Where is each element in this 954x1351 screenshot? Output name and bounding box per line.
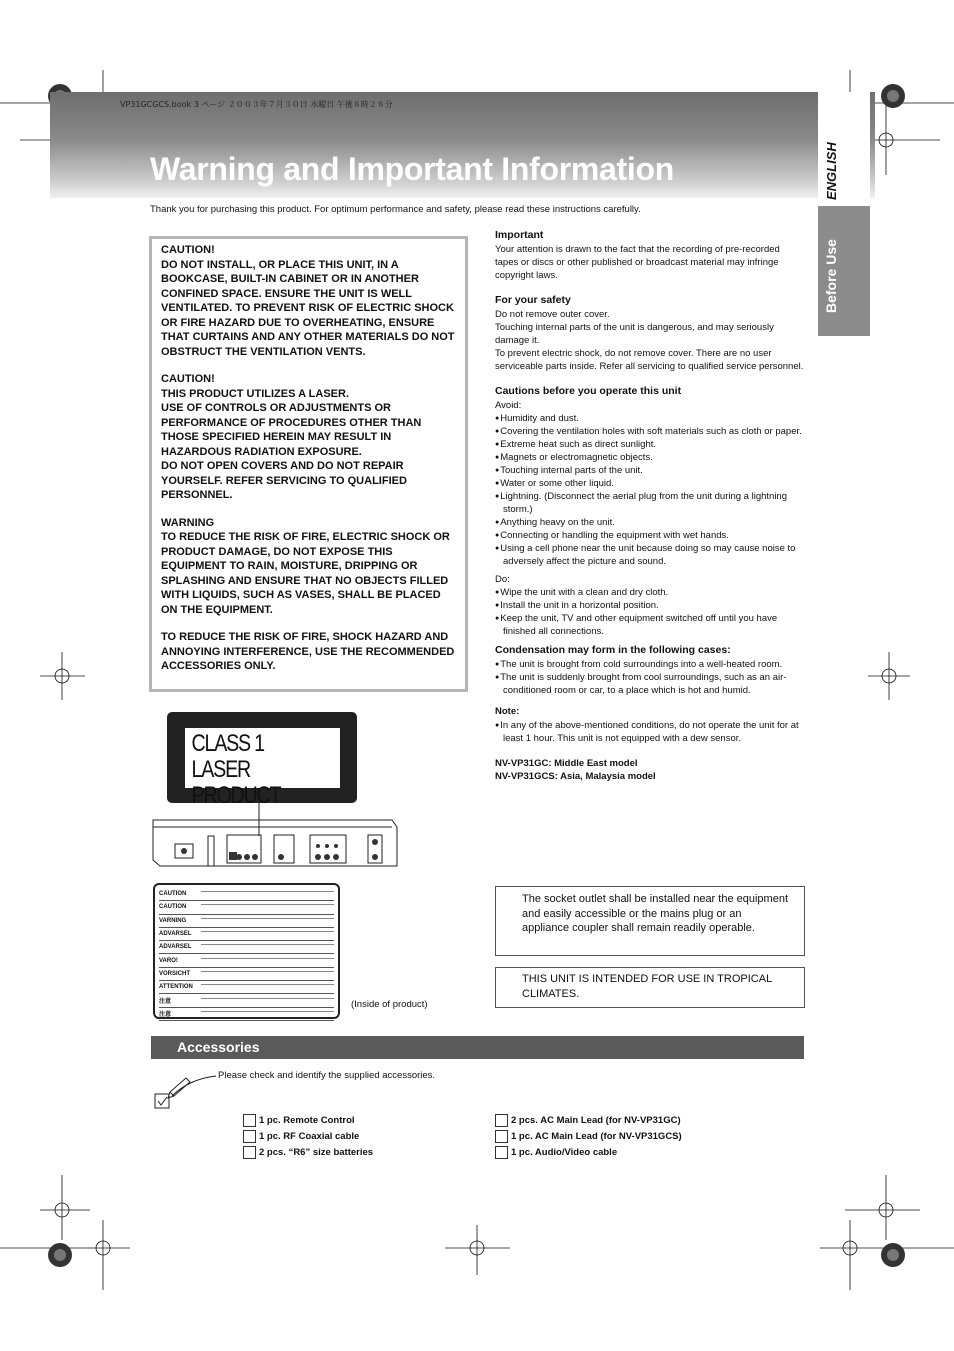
laser-label-line-1: CLASS 1 [191,730,264,757]
avoid-item: ● Lightning. (Disconnect the aerial plug from the unit during a lightning storm.) [495,490,805,516]
accessories-list-left [243,1112,373,1160]
sticker-row-text-lines [201,918,334,924]
avoid-item: ● Water or some other liquid. [495,477,805,490]
accessory-label: 1 pc. AC Main Lead (for NV-VP31GCS) [511,1130,682,1142]
accessory-checkbox[interactable] [495,1146,508,1159]
accessories-warning-paragraph: TO REDUCE THE RISK OF FIRE, SHOCK HAZARD AND ANNOYING INTERFERENCE, USE THE RECOMMENDED ACCESSORIES ONLY. [161,631,455,672]
avoid-item: ● Anything heavy on the unit. [495,516,805,529]
caution-box [149,236,468,692]
model-middle-east: NV-VP31GC: Middle East model [495,758,638,769]
accessory-label: 1 pc. RF Coaxial cable [259,1130,360,1142]
sticker-row [159,915,334,928]
page-title: Warning and Important Information [150,151,674,187]
sticker-row-label: CAUTION [159,891,187,898]
accessory-item [495,1144,682,1160]
model-info [495,757,805,783]
accessory-checkbox[interactable] [243,1146,256,1159]
avoid-label: Avoid: [495,400,522,411]
sticker-row-label: ADVARSEL [159,944,192,951]
caution-paragraph-1: CAUTION! DO NOT INSTALL, OR PLACE THIS UNIT, IN A BOOKCASE, BUILT-IN CABINET OR IN ANOTHER CONFINED SPACE. ENSURE THE UNIT IS WELL VENTILATED. TO PREVENT RISK OF ELECTRIC SHOCK OR FIRE HAZARD DUE TO OVERHEATING, ENSURE THAT CURTAINS AND ANY OTHER MATERIALS DO NOT OBSTRUCT THE VENTILATION VENTS. [161,244,455,358]
sticker-row-label: VORSICHT [159,970,191,977]
accessory-item [495,1128,682,1144]
sticker-row-label: ADVARSEL [159,931,192,938]
intro-text: Thank you for purchasing this product. For optimum performance and safety, please read these instructions carefully. [150,204,641,215]
avoid-item: ● Humidity and dust. [495,412,805,425]
socket-outlet-note: The socket outlet shall be installed near the equipment and easily accessible or the mains plug or an appliance coupler shall remain readily operable. [495,886,805,956]
avoid-item: ● Covering the ventilation holes with soft materials such as cloth or paper. [495,425,805,438]
sticker-row-label: VARO! [159,957,178,964]
sticker-row-label: ATTENTION [159,984,193,991]
safety-text-1: Do not remove outer cover. [495,309,610,320]
sticker-row-text-lines [201,1011,334,1017]
important-heading: Important [495,229,544,241]
accessory-label: 2 pcs. AC Main Lead (for NV-VP31GC) [511,1114,681,1126]
condensation-section [495,644,805,697]
model-asia: NV-VP31GCS: Asia, Malaysia model [495,771,656,782]
sticker-row-text-lines [201,984,334,990]
note-heading: Note: [495,706,520,717]
safety-text-3: To prevent electric shock, do not remove cover. There are no user serviceable parts inside. Refer all servicing to qualified service personnel. [495,348,804,372]
sticker-rows [159,888,334,1021]
warning-label-sticker [153,883,340,1019]
do-item: ● Install the unit in a horizontal position. [495,599,805,612]
do-item: ● Wipe the unit with a clean and dry cloth. [495,586,805,599]
inside-of-product-caption: (Inside of product) [351,999,428,1010]
sticker-row [159,928,334,941]
accessory-checkbox[interactable] [495,1130,508,1143]
condensation-heading: Condensation may form in the following cases: [495,644,731,656]
avoid-item: ● Touching internal parts of the unit. [495,464,805,477]
note-section [495,705,805,745]
book-file-line: VP31GCGCS.book 3 ページ ２００３年７月３０日 水曜日 午後８時２８分 [120,100,393,109]
rear-panel-illustration [150,800,400,872]
accessory-checkbox[interactable] [495,1114,508,1127]
condensation-item: ● The unit is suddenly brought from cool surroundings, such as an air-conditioned room or car, to a place which is hot and humid. [495,671,805,697]
sticker-row-text-lines [201,944,334,950]
sticker-row-text-lines [201,998,334,1004]
accessories-instruction: Please check and identify the supplied accessories. [218,1070,436,1081]
avoid-item: ● Magnets or electromagnetic objects. [495,451,805,464]
accessory-label: 1 pc. Audio/Video cable [511,1146,618,1158]
sticker-row [159,1008,334,1021]
sticker-row [159,901,334,914]
sticker-row [159,968,334,981]
sticker-row-text-lines [201,931,334,937]
note-item: ● In any of the above-mentioned conditions, do not operate the unit for at least 1 hour. This unit is not equipped with a dew sensor. [495,719,805,745]
condensation-list [495,658,805,697]
side-tab-before-use-label: Before Use [823,239,839,313]
accessory-checkbox[interactable] [243,1130,256,1143]
sticker-row [159,888,334,901]
sticker-row-label: 注意 [159,999,172,1006]
sticker-row [159,954,334,967]
sticker-row-text-lines [201,904,334,910]
sticker-row [159,981,334,994]
accessories-list-right [495,1112,682,1160]
condensation-item: ● The unit is brought from cold surroundings into a well-heated room. [495,658,805,671]
safety-section [495,294,805,373]
avoid-item: ● Connecting or handling the equipment with wet hands. [495,529,805,542]
accessory-item [243,1128,373,1144]
accessory-checkbox[interactable] [243,1114,256,1127]
important-section [495,229,805,282]
sticker-row-label: VARNING [159,917,187,924]
accessory-item [495,1112,682,1128]
avoid-list [495,412,805,568]
accessory-label: 2 pcs. “R6” size batteries [259,1146,374,1158]
accessory-item [243,1144,373,1160]
do-list [495,586,805,638]
sticker-row-text-lines [201,971,334,977]
side-tab-english-label: ENGLISH [824,142,839,200]
tropical-climate-note: THIS UNIT IS INTENDED FOR USE IN TROPICAL CLIMATES. [495,967,805,1008]
laser-label-line-2: LASER PRODUCT [191,756,281,809]
avoid-item: ● Extreme heat such as direct sunlight. [495,438,805,451]
important-text: Your attention is drawn to the fact that the recording of pre-recorded tapes or discs or other published or broadcast material may infringe copyright laws. [495,244,780,281]
accessory-label: 1 pc. Remote Control [259,1114,355,1126]
right-column [495,229,805,783]
sticker-row [159,941,334,954]
pen-checklist-icon [152,1066,218,1112]
side-tab-before-use [818,206,870,336]
safety-text-2: Touching internal parts of the unit is dangerous, and may seriously damage it. [495,322,774,346]
accessory-item [243,1112,373,1128]
safety-heading: For your safety [495,294,571,306]
accessories-heading: Accessories [151,1036,804,1059]
side-tab-english [818,92,870,206]
note-list [495,719,805,745]
sticker-row [159,994,334,1007]
caution-paragraph-2: CAUTION! THIS PRODUCT UTILIZES A LASER. USE OF CONTROLS OR ADJUSTMENTS OR PERFORMANCE OF PROCEDURES OTHER THAN THOSE SPECIFIED HEREIN MAY RESULT IN HAZARDOUS RADIATION EXPOSURE. DO NOT OPEN COVERS AND DO NOT REPAIR YOURSELF. REFER SERVICING TO QUALIFIED PERSONNEL. [161,373,422,501]
sticker-row-label: 注意 [159,1012,172,1019]
do-label: Do: [495,574,510,585]
sticker-row-label: CAUTION [159,904,187,911]
cautions-section [495,385,805,638]
do-item: ● Keep the unit, TV and other equipment switched off until you have finished all connections. [495,612,805,638]
warning-paragraph: WARNING TO REDUCE THE RISK OF FIRE, ELECTRIC SHOCK OR PRODUCT DAMAGE, DO NOT EXPOSE THIS EQUIPMENT TO RAIN, MOISTURE, DRIPPING OR SPLASHING AND ENSURE THAT NO OBJECTS FILLED WITH LIQUIDS, SUCH AS VASES, SHALL BE PLACED ON THE EQUIPMENT. [161,516,450,616]
cautions-heading: Cautions before you operate this unit [495,385,682,397]
sticker-row-text-lines [201,958,334,964]
sticker-row-text-lines [201,891,334,897]
avoid-item: ● Using a cell phone near the unit because doing so may cause noise to adversely affect the picture and sound. [495,542,805,568]
laser-label [185,728,340,809]
